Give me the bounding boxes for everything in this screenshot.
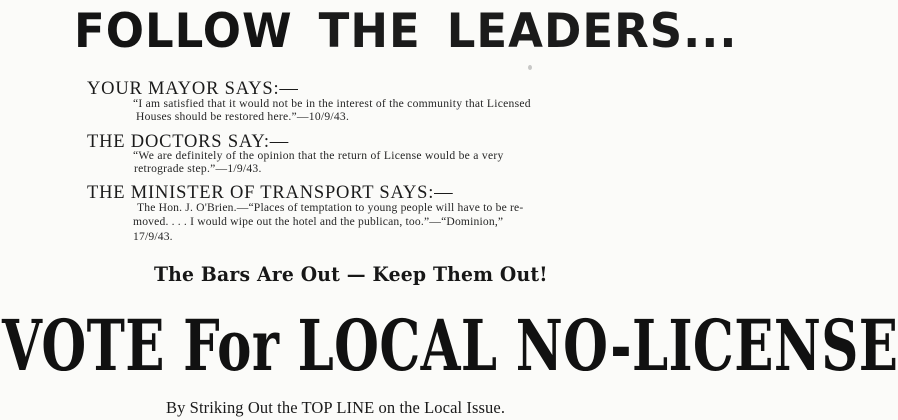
minister-quote-line-2: moved. . . . I would wipe out the hotel and the publican, too.”—“Dominion,”	[133, 215, 504, 228]
minister-heading: THE MINISTER OF TRANSPORT SAYS:—	[87, 183, 454, 203]
minister-quote-line-3: 17/9/43.	[133, 230, 173, 243]
ink-smudge	[528, 65, 532, 70]
vote-banner: VOTE For LOCAL NO-LICENSE	[2, 304, 898, 387]
minister-quote-line-1: The Hon. J. O'Brien.—“Places of temptation to young people will have to be re-	[137, 201, 524, 214]
slogan: The Bars Are Out — Keep Them Out!	[154, 262, 548, 286]
mayor-quote-line-2: Houses should be restored here.”—10/9/43.	[136, 110, 350, 123]
headline-word-follow: FOLLOW	[74, 2, 293, 59]
headline-word-the: THE	[318, 2, 421, 59]
footer-instruction: By Striking Out the TOP LINE on the Local Issue.	[166, 398, 506, 417]
mayor-quote-line-1: “I am satisfied that it would not be in the interest of the community that Licensed	[133, 97, 531, 110]
mayor-heading: YOUR MAYOR SAYS:—	[87, 79, 299, 99]
headline	[74, 2, 738, 59]
doctors-quote-line-1: “We are definitely of the opinion that the return of License would be a very	[133, 149, 504, 162]
doctors-quote-line-2: retrograde step.”—1/9/43.	[134, 162, 262, 175]
doctors-heading: THE DOCTORS SAY:—	[87, 132, 290, 152]
headline-word-leaders: LEADERS...	[446, 2, 738, 59]
